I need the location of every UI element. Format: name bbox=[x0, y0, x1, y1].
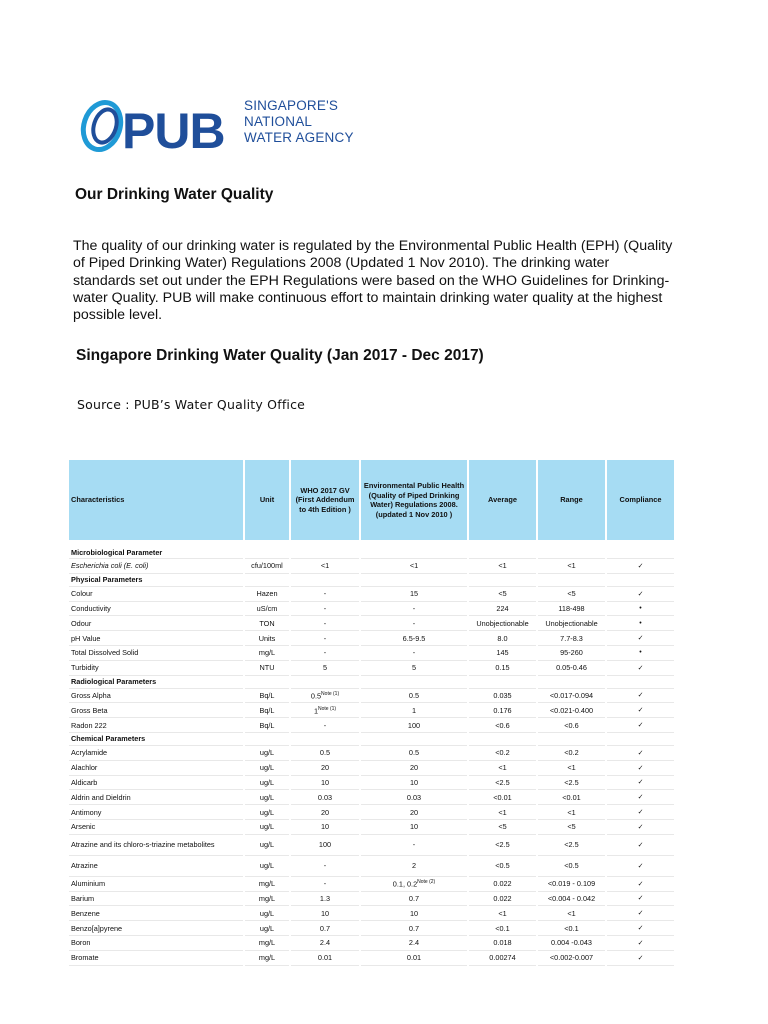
eph-value-cell: 0.1, $0.2^{Note (2)}$ bbox=[361, 877, 467, 892]
table-row bbox=[69, 559, 674, 574]
compliance-cell: ✓ bbox=[607, 856, 674, 877]
average-cell: 8.0 bbox=[469, 631, 536, 646]
unit-cell: ug/L bbox=[245, 776, 289, 791]
characteristic-cell: pH Value bbox=[69, 631, 243, 646]
compliance-cell: ✓ bbox=[607, 820, 674, 835]
eph-value-cell: 100 bbox=[361, 718, 467, 733]
col-characteristics: Characteristics bbox=[69, 460, 243, 540]
range-cell: <1 bbox=[538, 906, 605, 921]
table-row bbox=[69, 835, 674, 856]
range-cell: 0.05-0.46 bbox=[538, 661, 605, 676]
who-value-cell: $0.5^{Note (1)}$ bbox=[291, 689, 359, 704]
eph-value-cell: 0.5 bbox=[361, 746, 467, 761]
characteristic-cell: Turbidity bbox=[69, 661, 243, 676]
unit-cell: mg/L bbox=[245, 877, 289, 892]
compliance-cell: ✓ bbox=[607, 631, 674, 646]
who-value-cell: - bbox=[291, 587, 359, 602]
average-cell: 0.022 bbox=[469, 892, 536, 907]
unit-cell: mg/L bbox=[245, 951, 289, 966]
range-cell: <1 bbox=[538, 559, 605, 574]
table-row bbox=[69, 746, 674, 761]
compliance-cell: ✓ bbox=[607, 746, 674, 761]
eph-value-cell: 1 bbox=[361, 703, 467, 718]
col-who: WHO 2017 GV (First Addendum to 4th Edition ) bbox=[291, 460, 359, 540]
table-row bbox=[69, 776, 674, 791]
average-cell: <5 bbox=[469, 587, 536, 602]
unit-cell: uS/cm bbox=[245, 602, 289, 617]
intro-paragraph: The quality of our drinking water is regulated by the Environmental Public Health (EPH) (Quality of Piped Drinking Water) Regulations 2008 (Updated 1 Nov 2010). The drinking water standards set out under the EPH Regulations were based on the WHO Guidelines for Drinking-water Quality. PUB will make continuous effort to maintain drinking water quality at the highest possible level. bbox=[73, 238, 673, 324]
unit-cell: ug/L bbox=[245, 921, 289, 936]
range-cell: 0.004 -0.043 bbox=[538, 936, 605, 951]
unit-cell: NTU bbox=[245, 661, 289, 676]
unit-cell: Units bbox=[245, 631, 289, 646]
compliance-cell: ✓ bbox=[607, 587, 674, 602]
unit-cell: ug/L bbox=[245, 805, 289, 820]
unit-cell: ug/L bbox=[245, 790, 289, 805]
unit-cell: ug/L bbox=[245, 761, 289, 776]
average-cell: <1 bbox=[469, 906, 536, 921]
col-range: Range bbox=[538, 460, 605, 540]
average-cell: <1 bbox=[469, 559, 536, 574]
range-cell: <1 bbox=[538, 805, 605, 820]
page-title: Our Drinking Water Quality bbox=[75, 186, 274, 203]
who-value-cell: 0.5 bbox=[291, 746, 359, 761]
category-label: Physical Parameters bbox=[69, 574, 243, 587]
table-row bbox=[69, 646, 674, 661]
compliance-cell: ✓ bbox=[607, 559, 674, 574]
eph-value-cell: - bbox=[361, 835, 467, 856]
who-value-cell: - bbox=[291, 616, 359, 631]
who-value-cell: - bbox=[291, 856, 359, 877]
characteristic-cell: Atrazine and its chloro-s-triazine metabolites bbox=[69, 835, 243, 856]
category-row bbox=[69, 546, 674, 559]
characteristic-cell: Benzo[a]pyrene bbox=[69, 921, 243, 936]
average-cell: 0.035 bbox=[469, 689, 536, 704]
characteristic-cell: Aldrin and Dieldrin bbox=[69, 790, 243, 805]
unit-cell: ug/L bbox=[245, 856, 289, 877]
range-cell: <5 bbox=[538, 820, 605, 835]
who-value-cell: 0.01 bbox=[291, 951, 359, 966]
average-cell: 0.018 bbox=[469, 936, 536, 951]
eph-value-cell: 0.5 bbox=[361, 689, 467, 704]
unit-cell: Hazen bbox=[245, 587, 289, 602]
table-row bbox=[69, 805, 674, 820]
table-row bbox=[69, 718, 674, 733]
who-value-cell: 20 bbox=[291, 761, 359, 776]
average-cell: <0.01 bbox=[469, 790, 536, 805]
range-cell: <2.5 bbox=[538, 835, 605, 856]
range-cell: <2.5 bbox=[538, 776, 605, 791]
compliance-cell: ✓ bbox=[607, 761, 674, 776]
table-row bbox=[69, 921, 674, 936]
table-row bbox=[69, 689, 674, 704]
category-row bbox=[69, 574, 674, 587]
compliance-cell: ✓ bbox=[607, 805, 674, 820]
who-value-cell: 2.4 bbox=[291, 936, 359, 951]
characteristic-cell: Alachlor bbox=[69, 761, 243, 776]
category-label: Microbiological Parameter bbox=[69, 546, 243, 559]
eph-value-cell: <1 bbox=[361, 559, 467, 574]
average-cell: <2.5 bbox=[469, 835, 536, 856]
unit-cell: Bq/L bbox=[245, 703, 289, 718]
category-row bbox=[69, 733, 674, 746]
unit-cell: ug/L bbox=[245, 746, 289, 761]
eph-value-cell: 5 bbox=[361, 661, 467, 676]
average-cell: <2.5 bbox=[469, 776, 536, 791]
characteristic-cell: Escherichia coli (E. coli) bbox=[69, 559, 243, 574]
characteristic-cell: Total Dissolved Solid bbox=[69, 646, 243, 661]
footnote-ref: Note (2) bbox=[417, 878, 436, 885]
eph-value-cell: 0.03 bbox=[361, 790, 467, 805]
eph-value-cell: 10 bbox=[361, 820, 467, 835]
compliance-cell: • bbox=[607, 646, 674, 661]
range-cell: <5 bbox=[538, 587, 605, 602]
table-row bbox=[69, 703, 674, 718]
table-row bbox=[69, 631, 674, 646]
range-cell: <0.017-0.094 bbox=[538, 689, 605, 704]
average-cell: <0.5 bbox=[469, 856, 536, 877]
unit-cell: ug/L bbox=[245, 835, 289, 856]
source-note: Source : PUB’s Water Quality Office bbox=[77, 397, 306, 412]
range-cell: <0.1 bbox=[538, 921, 605, 936]
table-row bbox=[69, 602, 674, 617]
characteristic-cell: Acrylamide bbox=[69, 746, 243, 761]
average-cell: 145 bbox=[469, 646, 536, 661]
table-header-row bbox=[69, 460, 674, 540]
range-cell: 95-260 bbox=[538, 646, 605, 661]
eph-value-cell: 20 bbox=[361, 761, 467, 776]
range-cell: <0.2 bbox=[538, 746, 605, 761]
compliance-cell: ✓ bbox=[607, 790, 674, 805]
table-row bbox=[69, 820, 674, 835]
col-eph: Environmental Public Health (Quality of Piped Drinking Water) Regulations 2008. (updated 1 Nov 2010 ) bbox=[361, 460, 467, 540]
average-cell: <0.2 bbox=[469, 746, 536, 761]
water-quality-table bbox=[67, 460, 676, 966]
compliance-cell: ✓ bbox=[607, 892, 674, 907]
eph-value-cell: 20 bbox=[361, 805, 467, 820]
range-cell: <1 bbox=[538, 761, 605, 776]
category-label: Chemical Parameters bbox=[69, 733, 243, 746]
range-cell: <0.5 bbox=[538, 856, 605, 877]
compliance-cell: ✓ bbox=[607, 661, 674, 676]
average-cell: 0.176 bbox=[469, 703, 536, 718]
average-cell: <0.6 bbox=[469, 718, 536, 733]
eph-value-cell: 15 bbox=[361, 587, 467, 602]
who-value-cell: 5 bbox=[291, 661, 359, 676]
who-value-cell: $1^{Note (1)}$ bbox=[291, 703, 359, 718]
eph-value-cell: 2 bbox=[361, 856, 467, 877]
eph-value-cell: - bbox=[361, 602, 467, 617]
range-cell: 118-498 bbox=[538, 602, 605, 617]
footnote-ref: Note (1) bbox=[318, 705, 337, 712]
unit-cell: Bq/L bbox=[245, 718, 289, 733]
table-row bbox=[69, 936, 674, 951]
compliance-cell: ✓ bbox=[607, 718, 674, 733]
eph-value-cell: 0.7 bbox=[361, 892, 467, 907]
average-cell: <1 bbox=[469, 761, 536, 776]
characteristic-cell: Atrazine bbox=[69, 856, 243, 877]
who-value-cell: - bbox=[291, 602, 359, 617]
who-value-cell: - bbox=[291, 646, 359, 661]
who-value-cell: 0.03 bbox=[291, 790, 359, 805]
table-title: Singapore Drinking Water Quality (Jan 2017 - Dec 2017) bbox=[76, 347, 484, 364]
characteristic-cell: Boron bbox=[69, 936, 243, 951]
table-row bbox=[69, 892, 674, 907]
unit-cell: mg/L bbox=[245, 646, 289, 661]
range-cell: <0.004 - 0.042 bbox=[538, 892, 605, 907]
characteristic-cell: Antimony bbox=[69, 805, 243, 820]
table-row bbox=[69, 906, 674, 921]
category-row bbox=[69, 676, 674, 689]
average-cell: 0.00274 bbox=[469, 951, 536, 966]
characteristic-cell: Conductivity bbox=[69, 602, 243, 617]
table-row bbox=[69, 951, 674, 966]
col-unit: Unit bbox=[245, 460, 289, 540]
average-cell: <0.1 bbox=[469, 921, 536, 936]
eph-value-cell: 0.7 bbox=[361, 921, 467, 936]
table-row bbox=[69, 790, 674, 805]
average-cell: <1 bbox=[469, 805, 536, 820]
who-value-cell: 10 bbox=[291, 906, 359, 921]
compliance-cell: ✓ bbox=[607, 936, 674, 951]
col-compliance: Compliance bbox=[607, 460, 674, 540]
characteristic-cell: Aldicarb bbox=[69, 776, 243, 791]
compliance-cell: ✓ bbox=[607, 776, 674, 791]
eph-value-cell: 10 bbox=[361, 906, 467, 921]
unit-cell: ug/L bbox=[245, 906, 289, 921]
eph-value-cell: 10 bbox=[361, 776, 467, 791]
compliance-cell: ✓ bbox=[607, 703, 674, 718]
logo-brand: PUB bbox=[122, 103, 225, 159]
who-value-cell: 10 bbox=[291, 776, 359, 791]
characteristic-cell: Gross Beta bbox=[69, 703, 243, 718]
col-average: Average bbox=[469, 460, 536, 540]
average-cell: 0.15 bbox=[469, 661, 536, 676]
table-row bbox=[69, 587, 674, 602]
range-cell: <0.002-0.007 bbox=[538, 951, 605, 966]
characteristic-cell: Benzene bbox=[69, 906, 243, 921]
who-value-cell: 20 bbox=[291, 805, 359, 820]
table-row bbox=[69, 877, 674, 892]
who-value-cell: 100 bbox=[291, 835, 359, 856]
eph-value-cell: - bbox=[361, 616, 467, 631]
category-label: Radiological Parameters bbox=[69, 676, 243, 689]
average-cell: Unobjectionable bbox=[469, 616, 536, 631]
table-row bbox=[69, 661, 674, 676]
water-drop-icon bbox=[78, 98, 127, 155]
compliance-cell: ✓ bbox=[607, 906, 674, 921]
footnote-ref: Note (1) bbox=[321, 690, 340, 697]
characteristic-cell: Odour bbox=[69, 616, 243, 631]
range-cell: <0.01 bbox=[538, 790, 605, 805]
range-cell: Unobjectionable bbox=[538, 616, 605, 631]
characteristic-cell: Bromate bbox=[69, 951, 243, 966]
table-row bbox=[69, 761, 674, 776]
average-cell: 224 bbox=[469, 602, 536, 617]
who-value-cell: <1 bbox=[291, 559, 359, 574]
range-cell: 7.7-8.3 bbox=[538, 631, 605, 646]
characteristic-cell: Radon 222 bbox=[69, 718, 243, 733]
logo-tagline: SINGAPORE'S NATIONAL WATER AGENCY bbox=[244, 98, 354, 145]
range-cell: <0.021-0.400 bbox=[538, 703, 605, 718]
average-cell: 0.022 bbox=[469, 877, 536, 892]
who-value-cell: - bbox=[291, 877, 359, 892]
compliance-cell: ✓ bbox=[607, 951, 674, 966]
who-value-cell: 10 bbox=[291, 820, 359, 835]
unit-cell: mg/L bbox=[245, 892, 289, 907]
unit-cell: Bq/L bbox=[245, 689, 289, 704]
compliance-cell: • bbox=[607, 616, 674, 631]
who-value-cell: 0.7 bbox=[291, 921, 359, 936]
eph-value-cell: - bbox=[361, 646, 467, 661]
eph-value-cell: 0.01 bbox=[361, 951, 467, 966]
who-value-cell: - bbox=[291, 631, 359, 646]
unit-cell: TON bbox=[245, 616, 289, 631]
compliance-cell: ✓ bbox=[607, 835, 674, 856]
characteristic-cell: Colour bbox=[69, 587, 243, 602]
average-cell: <5 bbox=[469, 820, 536, 835]
compliance-cell: • bbox=[607, 602, 674, 617]
table-row bbox=[69, 616, 674, 631]
range-cell: <0.6 bbox=[538, 718, 605, 733]
compliance-cell: ✓ bbox=[607, 877, 674, 892]
eph-value-cell: 6.5-9.5 bbox=[361, 631, 467, 646]
unit-cell: cfu/100ml bbox=[245, 559, 289, 574]
characteristic-cell: Aluminium bbox=[69, 877, 243, 892]
table-row bbox=[69, 856, 674, 877]
who-value-cell: - bbox=[291, 718, 359, 733]
range-cell: <0.019 - 0.109 bbox=[538, 877, 605, 892]
characteristic-cell: Barium bbox=[69, 892, 243, 907]
characteristic-cell: Gross Alpha bbox=[69, 689, 243, 704]
compliance-cell: ✓ bbox=[607, 689, 674, 704]
unit-cell: mg/L bbox=[245, 936, 289, 951]
who-value-cell: 1.3 bbox=[291, 892, 359, 907]
compliance-cell: ✓ bbox=[607, 921, 674, 936]
characteristic-cell: Arsenic bbox=[69, 820, 243, 835]
unit-cell: ug/L bbox=[245, 820, 289, 835]
eph-value-cell: 2.4 bbox=[361, 936, 467, 951]
